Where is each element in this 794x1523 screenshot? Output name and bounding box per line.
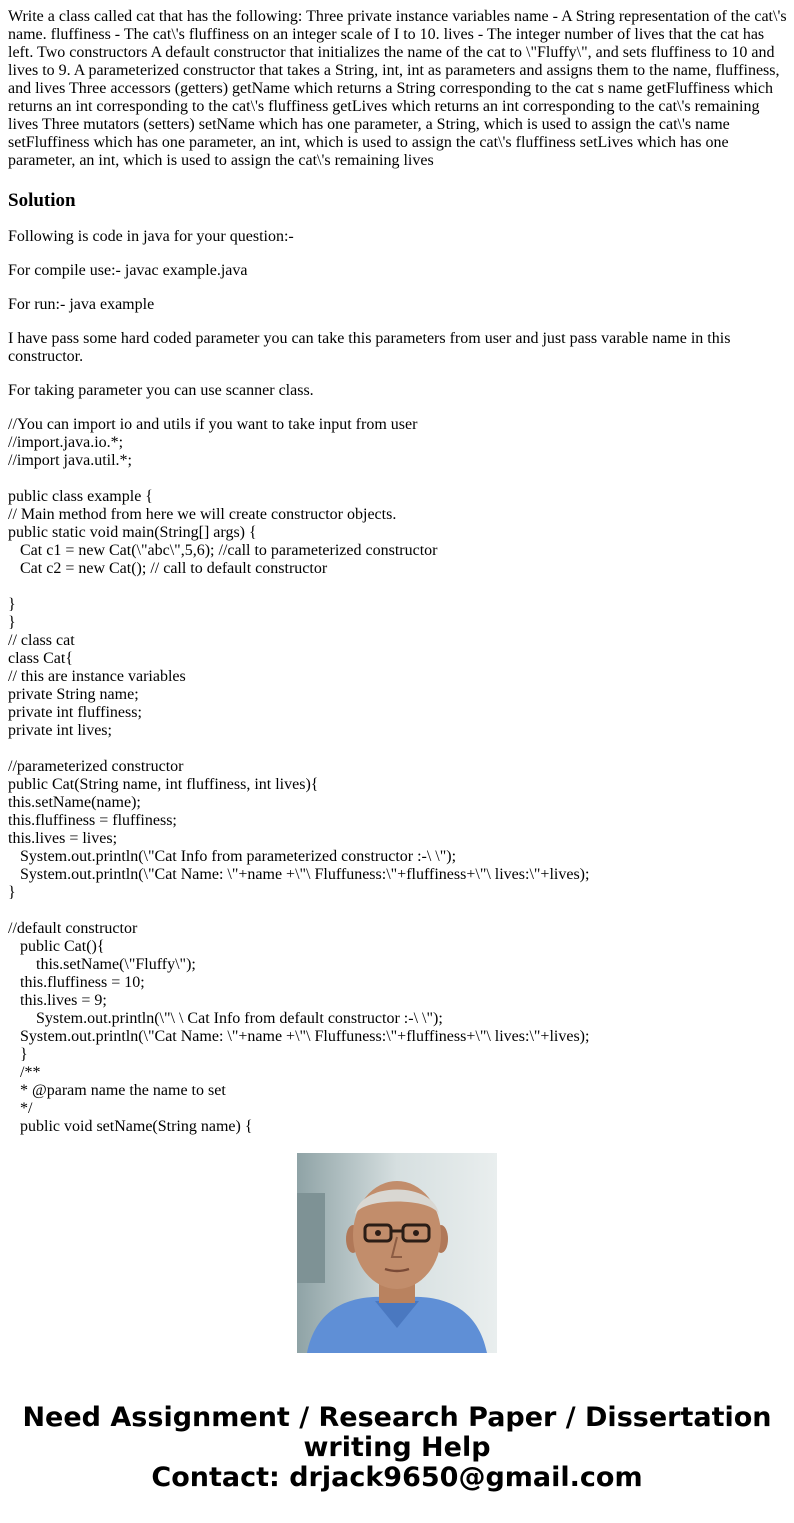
- promo-contact: Contact: drjack9650@gmail.com: [151, 1462, 643, 1493]
- promo-headline: Need Assignment / Research Paper / Dissertation writing Help: [22, 1402, 772, 1463]
- promo-banner: [0, 1403, 794, 1493]
- solution-paragraph: For compile use:- javac example.java: [8, 262, 248, 279]
- solution-paragraph: For taking parameter you can use scanner class.: [8, 382, 314, 399]
- solution-paragraph: I have pass some hard coded parameter you can take this parameters from user and just pass varable name in this constructor.: [8, 330, 731, 365]
- solution-paragraph: For run:- java example: [8, 296, 155, 313]
- document-body: [8, 0, 788, 1135]
- question-text: Write a class called cat that has the following: Three private instance variables name - A String representation of the cat\'s name. fluffiness - The cat\'s fluffiness on an integer scale of I to 10. lives - The integer number of lives that the cat has left. Two constructors A default constructor that initializes the name of the cat to \"Fluffy\", and sets fluffiness to 10 and lives to 9. A parameterized constructor that takes a String, int, int as parameters and assigns them to the name, fluffiness, and lives Three accessors (getters) getName which returns a String corresponding to the cat s name getFluffiness which returns an int corresponding to the cat\'s fluffiness getLives which returns an int corresponding to the cat\'s remaining lives Three mutators (setters) setName which has one parameter, a String, which is used to assign the cat\'s name setFluffiness which has one parameter, an int, which is used to assign the cat\'s fluffiness setLives which has one parameter, an int, which is used to assign the cat\'s remaining lives: [8, 8, 787, 169]
- author-photo-icon: [297, 1153, 497, 1353]
- solution-paragraph: Following is code in java for your question:-: [8, 228, 294, 245]
- code-block: //You can import io and utils if you want to take input from user //import.java.io.*; //import java.util.*; public class example { // Main method from here we will create constructor objects. public static void main(String[] args) { Cat c1 = new Cat(\"abc\",5,6); //call to parameterized constructor Cat c2 = new Cat(); // call to default constructor } } // class cat class Cat{ // this are instance variables private String name; private int fluffiness; private int lives; //parameterized constructor public Cat(String name, int fluffiness, int lives){ this.setName(name); this.fluffiness = fluffiness; this.lives = lives; System.out.println(\"Cat Info from parameterized constructor :-\ \"); System.out.println(\"Cat Name: \"+name +\"\ Fluffuness:\"+fluffiness+\"\ lives:\"+lives); } //default constructor public Cat(){ this.setName(\"Fluffy\"); this.fluffiness = 10; this.lives = 9; System.out.println(\"\ \ Cat Info from default constructor :-\ \"); System.out.println(\"Cat Name: \"+name +\"\ Fluffuness:\"+fluffiness+\"\ lives:\"+lives); } /** * @param name the name to set */ public void setName(String name) {: [8, 416, 590, 1135]
- author-avatar: [297, 1153, 497, 1353]
- solution-heading: Solution: [8, 190, 76, 211]
